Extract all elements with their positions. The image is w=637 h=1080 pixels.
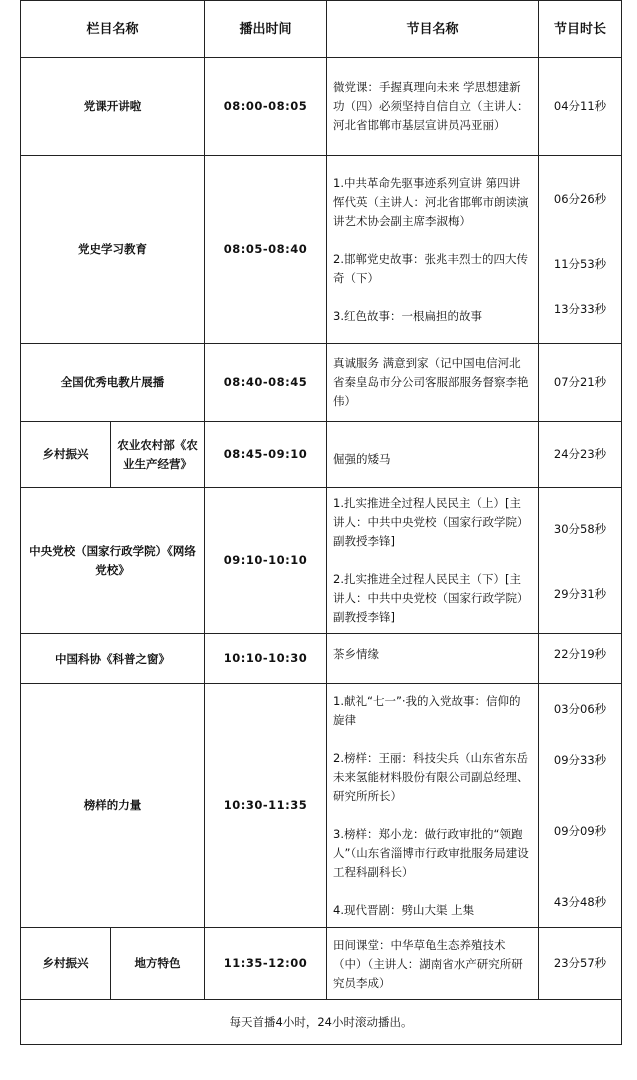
duration: 09分09秒 (553, 823, 607, 838)
program-item: 3.榜样：郑小龙：做行政审批的“领跑人”（山东省淄博市行政审批服务局建设工程科副科长） (333, 826, 529, 879)
header-program-name: 节目名称 (327, 1, 539, 58)
duration: 30分58秒 (553, 521, 607, 536)
table-row (21, 488, 622, 634)
column-name: 党史学习教育 (21, 156, 205, 344)
schedule-table (20, 0, 622, 1045)
broadcast-time: 08:05-08:40 (205, 156, 327, 344)
duration: 07分21秒 (553, 375, 607, 389)
broadcast-time: 08:40-08:45 (205, 344, 327, 422)
duration: 23分57秒 (553, 956, 607, 970)
program-name (327, 58, 539, 156)
column-name: 榜样的力量 (21, 684, 205, 928)
duration: 24分23秒 (553, 447, 607, 461)
column-name-secondary: 农业农村部《农业生产经营》 (111, 422, 205, 488)
program-name (327, 488, 539, 634)
broadcast-time: 10:30-11:35 (205, 684, 327, 928)
duration: 09分33秒 (553, 752, 607, 767)
column-name: 党课开讲啦 (21, 58, 205, 156)
duration: 06分26秒 (553, 192, 607, 206)
broadcast-time: 08:00-08:05 (205, 58, 327, 156)
table-row (21, 634, 622, 684)
duration: 04分11秒 (553, 99, 607, 113)
duration-cell (539, 684, 622, 928)
column-name: 中央党校（国家行政学院）《网络党校》 (21, 488, 205, 634)
header-duration: 节目时长 (539, 1, 622, 58)
program-name (327, 156, 539, 344)
header-row (21, 1, 622, 58)
column-name-secondary: 地方特色 (111, 928, 205, 1000)
program-item: 1.献礼“七一”·我的入党故事：信仰的旋律 (333, 693, 521, 727)
program-item: 2.榜样：王丽：科技尖兵（山东省东岳未来氢能材料股份有限公司副总经理、研究所所长） (333, 750, 529, 803)
duration-cell (539, 928, 622, 1000)
program-item: 2.邯郸党史故事：张兆丰烈士的四大传奇（下） (333, 251, 528, 285)
table-row (21, 58, 622, 156)
footer-row (21, 1000, 622, 1045)
table-row (21, 928, 622, 1000)
program-name (327, 928, 539, 1000)
column-name-primary: 乡村振兴 (21, 422, 111, 488)
duration-cell (539, 58, 622, 156)
duration-cell (539, 422, 622, 488)
column-name: 中国科协《科普之窗》 (21, 634, 205, 684)
program-item: 4.现代晋剧：劈山大渠 上集 (333, 902, 475, 917)
program-item: 微党课：手握真理向未来 学思想建新功（四）必须坚持自信自立（主讲人：河北省邯郸市基层宣讲员冯亚丽） (333, 80, 529, 132)
column-name-primary: 乡村振兴 (21, 928, 111, 1000)
broadcast-time: 10:10-10:30 (205, 634, 327, 684)
broadcast-time: 08:45-09:10 (205, 422, 327, 488)
table-row (21, 344, 622, 422)
duration-cell (539, 156, 622, 344)
footer-note: 每天首播4小时，24小时滚动播出。 (21, 1000, 622, 1045)
program-item: 2.扎实推进全过程人民民主（下）[主讲人：中共中央党校（国家行政学院）副教授李锋] (333, 572, 529, 624)
program-name (327, 344, 539, 422)
column-name: 全国优秀电教片展播 (21, 344, 205, 422)
duration: 43分48秒 (553, 894, 607, 909)
table-row (21, 156, 622, 344)
duration-cell (539, 344, 622, 422)
header-broadcast-time: 播出时间 (205, 1, 327, 58)
broadcast-time: 11:35-12:00 (205, 928, 327, 1000)
program-item: 3.红色故事：一根扁担的故事 (333, 308, 482, 323)
table-row (21, 422, 622, 488)
program-item: 真诚服务 满意到家（记中国电信河北省秦皇岛市分公司客服部服务督察李艳伟） (333, 356, 529, 408)
program-name (327, 634, 539, 684)
broadcast-time: 09:10-10:10 (205, 488, 327, 634)
duration: 22分19秒 (553, 647, 607, 661)
duration: 29分31秒 (553, 586, 607, 601)
duration-cell (539, 488, 622, 634)
program-item: 倔强的矮马 (333, 452, 391, 466)
duration-cell (539, 634, 622, 684)
table-row (21, 684, 622, 928)
program-name (327, 422, 539, 488)
header-column-name: 栏目名称 (21, 1, 205, 58)
duration: 11分53秒 (553, 257, 607, 271)
program-item: 茶乡情缘 (333, 647, 380, 661)
program-item: 1.扎实推进全过程人民民主（上）[主讲人：中共中央党校（国家行政学院）副教授李锋] (333, 496, 529, 548)
program-item: 1.中共革命先驱事迹系列宣讲 第四讲 恽代英（主讲人：河北省邯郸市朗读演讲艺术协会副主席李淑梅） (333, 175, 529, 228)
duration: 13分33秒 (553, 302, 607, 316)
duration: 03分06秒 (553, 701, 607, 716)
program-item: 田间课堂：中华草龟生态养殖技术（中）（主讲人：湖南省水产研究所研究员李成） (333, 938, 523, 990)
program-name (327, 684, 539, 928)
